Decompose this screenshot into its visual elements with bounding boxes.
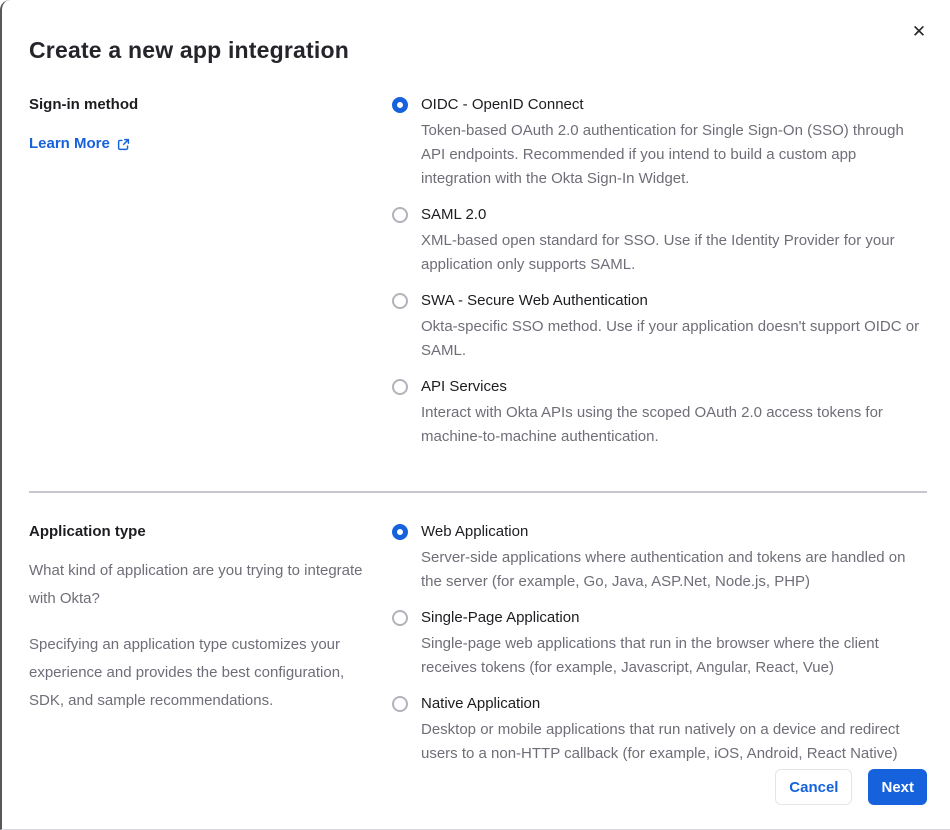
apptype-option-spa-description: Single-page web applications that run in the browser where the client receives tokens (for example, Javascript, Angular, React, Vue) (421, 635, 879, 676)
signin-method-label: Sign-in method (29, 96, 139, 113)
signin-option-swa[interactable] (392, 291, 927, 363)
application-type-help-text-1: What kind of application are you trying to integrate with Okta? (29, 562, 363, 607)
radio-saml[interactable] (392, 207, 408, 223)
signin-option-saml[interactable] (392, 205, 927, 277)
signin-option-saml-label: SAML 2.0 (421, 206, 487, 223)
radio-single-page-application[interactable] (392, 610, 408, 626)
apptype-option-web[interactable] (392, 522, 927, 594)
radio-oidc[interactable] (392, 97, 408, 113)
signin-option-api-services-description: Interact with Okta APIs using the scoped OAuth 2.0 access tokens for machine-to-machine authentication. (421, 404, 883, 445)
learn-more-link[interactable] (29, 134, 130, 154)
signin-option-saml-description: XML-based open standard for SSO. Use if the Identity Provider for your application only supports SAML. (421, 232, 895, 273)
learn-more-label: Learn More (29, 135, 110, 152)
radio-web-application[interactable] (392, 524, 408, 540)
close-icon[interactable]: ✕ (911, 21, 927, 41)
radio-api-services[interactable] (392, 379, 408, 395)
apptype-option-spa[interactable] (392, 608, 927, 680)
modal-title: Create a new app integration (29, 37, 349, 63)
application-type-help-text-2: Specifying an application type customizes your experience and provides the best configuration, SDK, and sample recommendations. (29, 636, 345, 709)
apptype-option-native-description: Desktop or mobile applications that run natively on a device and redirect users to a non-HTTP callback (for example, iOS, Android, React Native) (421, 721, 900, 762)
application-type-label: Application type (29, 523, 146, 540)
external-link-icon (117, 138, 130, 151)
section-divider (29, 491, 927, 493)
apptype-option-native[interactable] (392, 694, 927, 766)
signin-method-section (29, 95, 927, 449)
modal-footer (775, 769, 927, 805)
next-button[interactable]: Next (868, 769, 927, 805)
radio-swa[interactable] (392, 293, 408, 309)
application-type-section (29, 522, 927, 766)
apptype-option-web-description: Server-side applications where authentication and tokens are handled on the server (for example, Go, Java, ASP.Net, Node.js, PHP) (421, 549, 906, 590)
signin-option-swa-label: SWA - Secure Web Authentication (421, 292, 648, 309)
apptype-option-spa-label: Single-Page Application (421, 609, 580, 626)
cancel-button[interactable]: Cancel (775, 769, 852, 805)
signin-option-oidc[interactable] (392, 95, 927, 191)
signin-option-api-services-label: API Services (421, 378, 507, 395)
signin-option-oidc-description: Token-based OAuth 2.0 authentication for Single Sign-On (SSO) through API endpoints. Recommended if you intend to build a custom app integration with the Okta Sign-In Widget. (421, 122, 904, 187)
apptype-option-native-label: Native Application (421, 695, 541, 712)
radio-native-application[interactable] (392, 696, 408, 712)
apptype-option-web-label: Web Application (421, 523, 529, 540)
signin-option-api-services[interactable] (392, 377, 927, 449)
signin-option-swa-description: Okta-specific SSO method. Use if your application doesn't support OIDC or SAML. (421, 318, 920, 359)
signin-option-oidc-label: OIDC - OpenID Connect (421, 96, 584, 113)
